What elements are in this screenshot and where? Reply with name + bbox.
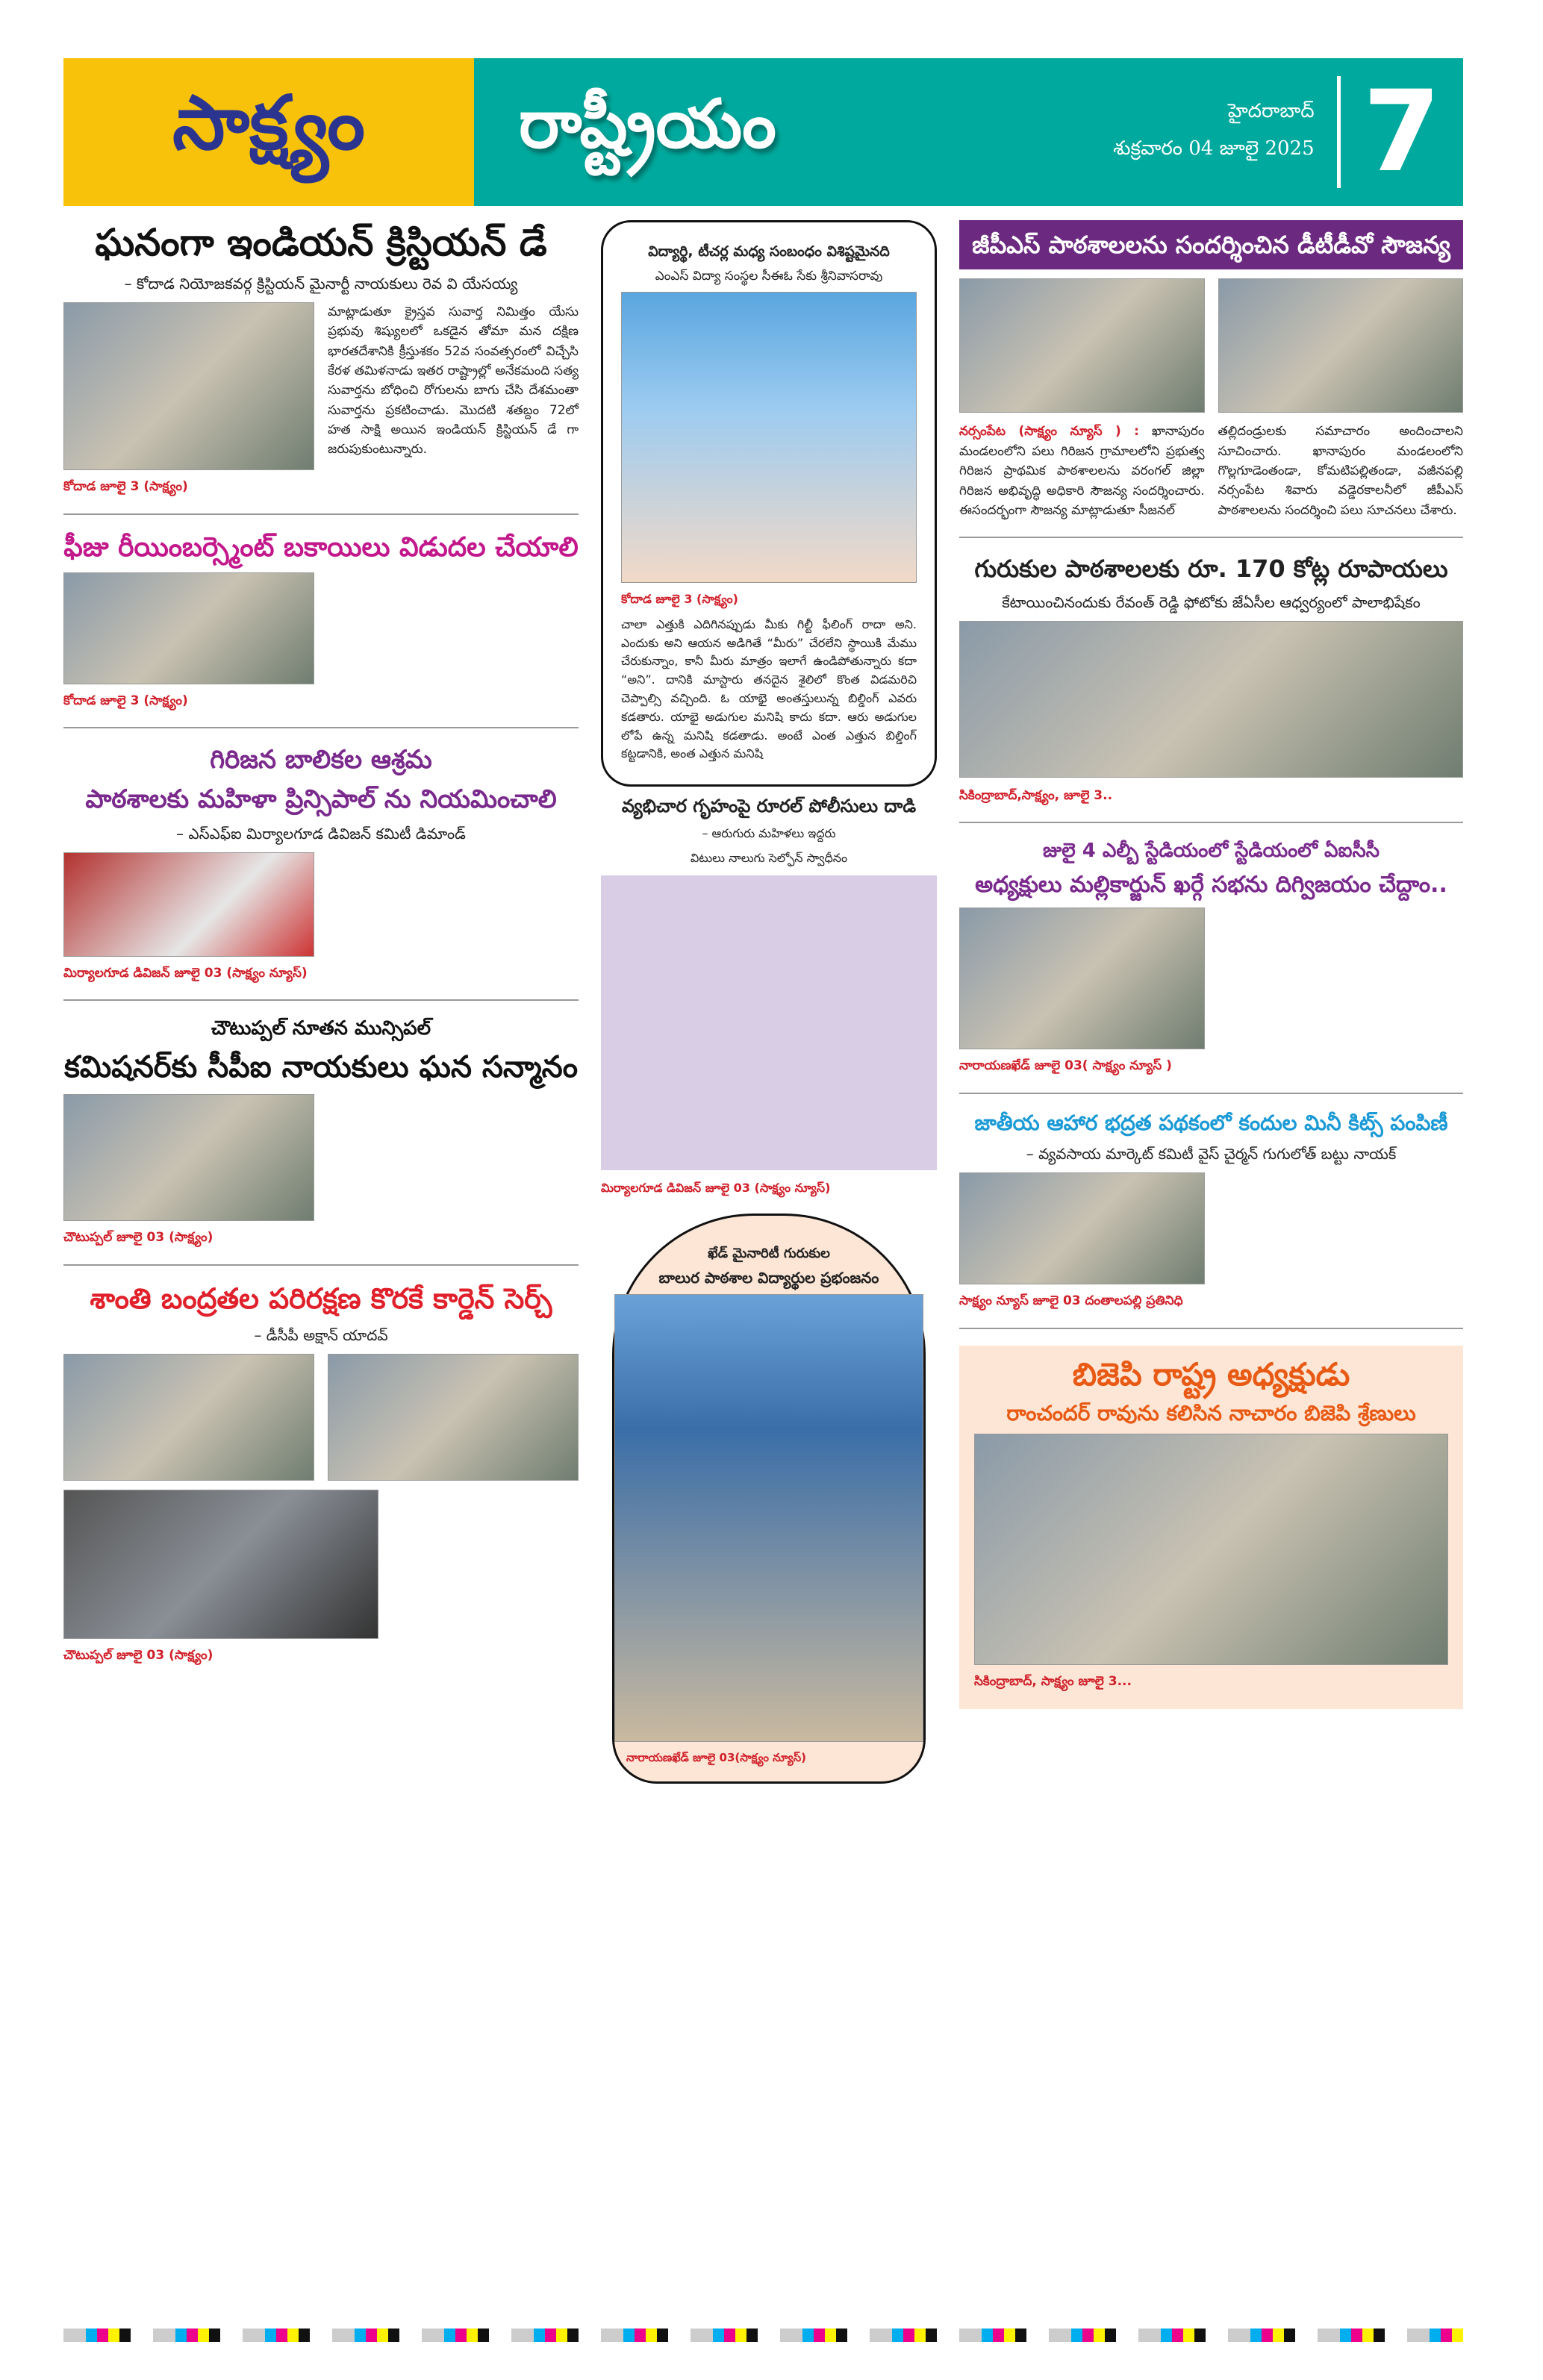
- registration-bar: [63, 2329, 1463, 2342]
- edition-info: [1113, 100, 1314, 164]
- khed-feature-box: [612, 1214, 926, 1784]
- center-column: [601, 220, 937, 1784]
- headline-gurukula: గురుకుల పాఠశాలలకు రూ. 170 కోట్ల రూపాయలు: [974, 555, 1448, 584]
- subhead: కేటాయించినందుకు రేవంత్ రెడ్డి ఫోటోకు జేఏసీల ఆధ్వర్యంలో పాలాభిషేకం: [1002, 593, 1421, 611]
- felicitation-photo: [63, 1094, 314, 1221]
- dateline: కోదాడ జూలై 3 (సాక్ష్యం): [63, 693, 188, 708]
- dateline: చౌటుప్పల్ జూలై 03 (సాక్ష్యం): [63, 1647, 213, 1663]
- kicker: ఖేడ్ మైనారిటీ గురుకుల: [708, 1245, 830, 1261]
- newspaper-logo: సాక్ష్యం: [63, 58, 474, 206]
- headline-girijana-2: పాఠశాలకు మహిళా ప్రిన్సిపాల్ ను నియమించాలి: [85, 784, 557, 814]
- distribution-photo: [959, 1172, 1205, 1284]
- article-body: తల్లిదండ్రులకు సమాచారం అందించాలని సూచించారు. ఖానాపురం మండలంలోని గొల్లగూడెంతండా, కోమటిపల్లితండా, వజీనపల్లి నర్సంపేట శివారు వడ్డెరకాలనీలో జీపీఎస్ పాఠశాలలను సందర్శించి పలు సూచనలు చేశారు.: [1218, 424, 1463, 518]
- divider: [959, 1093, 1463, 1094]
- dateline: మిర్యాలగూడ డివిజన్ జూలై 03 (సాక్ష్యం న్యూస్): [63, 965, 308, 981]
- seized-goods-photo: [63, 1354, 314, 1481]
- subhead: – ఆరుగురు మహిళలు ఇద్దరు: [702, 826, 836, 841]
- headline-choutuppal: కమిషనర్‌కు సీపీఐ నాయకులు ఘన సన్మానం: [63, 1050, 579, 1085]
- headline-cordon-search: శాంతి బంద్రతల పరిరక్షణ కొరకే కార్డెన్ సెర్చ్: [90, 1281, 552, 1315]
- article-body: మాట్లాడుతూ క్రైస్తవ సువార్త నిమిత్తం యేసు ప్రభువు శిష్యులలో ఒకడైన తోమా మన దక్షిణ భారతదేశానికి క్రీస్తుశకం 52వ సంవత్సరంలో విచ్చేసి కేరళ తమిళనాడు ఇతర రాష్ట్రాల్లో అనేకమంది సత్య సువార్తను బోధించి రోగులను బాగు చేసి దేశమంతా సువార్తను ప్రకటించాడు. మొదటి శతబ్దం 72లో హత సాక్షి అయిన ఇండియన్ క్రిస్టియన్ డే గా జరుపుకుంటున్నారు.: [328, 304, 579, 457]
- article-body: ఖానాపురం మండలంలోని పలు గిరిజన గ్రామాలలోని ప్రభుత్వ గిరిజన ప్రాథమిక పాఠశాలలను వరంగల్ జిల్లా గిరిజన అభివృద్ధి అధికారి సౌజన్య సందర్శించారు. ఈసందర్భంగా సౌజన్య మాట్లాడుతూ సీజనల్: [959, 424, 1205, 518]
- dateline: చౌటుప్పల్ జూలై 03 (సాక్ష్యం): [63, 1230, 213, 1246]
- headline-girijana-1: గిరిజన బాలికల ఆశ్రమ: [210, 745, 432, 775]
- divider: [959, 537, 1463, 538]
- dateline: నారాయణఖేడ్ జూలై 03(సాక్ష్యం న్యూస్): [626, 1751, 806, 1765]
- dateline: మిర్యాలగూడ డివిజన్ జూలై 03 (సాక్ష్యం న్యూస్): [601, 1180, 831, 1195]
- subhead: ఎంఎస్ విద్యా సంస్థల సీఈఓ సేకు శ్రీనివాసరావు: [655, 268, 883, 284]
- subhead: విటులు నాలుగు సెల్ఫోన్ స్వాధీనం: [690, 850, 848, 865]
- headline-bjp: బిజెపి రాష్ట్ర అధ్యక్షుడు: [1072, 1355, 1350, 1393]
- protest-photo: [63, 572, 314, 684]
- right-column: [959, 220, 1463, 1709]
- subhead-bjp: రాంచందర్ రావును కలిసిన నాచారం బిజెపి శ్రేణులు: [1006, 1401, 1416, 1426]
- section-title: రాష్ట్రీయం: [519, 84, 776, 163]
- headline-aicc-2: అధ్యక్షులు మల్లికార్జున్ ఖర్గే సభను దిగ్విజయం చేద్దాం..: [975, 872, 1447, 899]
- sfi-photo: [63, 852, 314, 957]
- article-body: చాలా ఎత్తుకి ఎదిగినప్పుడు మీకు గిల్టీ ఫీలింగ్ రాదా అని. ఎందుకు అని ఆయన అడిగితే “మీరు” చేరలేని స్థాయికి మేము చేరుకున్నాం, కానీ మీరు మాత్రం ఇలాగే ఉండిపోతున్నారు కదా “అని”. దానికి మాస్టారు తనదైన శైలిలో కొంత విడమరిచి చెప్పాల్సి వచ్చింది. ఓ యాభై అంతస్తులున్న బిల్డింగ్ ఎవరు కడతారు. యాభై అడుగుల మనిషి కాదు కదా. ఆరు అడుగుల లోపే ఉన్న మనిషి కడతాడు. అంటే ఎంత ఎత్తున బిల్డింగ్ కట్టడానికి, అంత ఎత్తున మనిషి: [621, 616, 917, 761]
- divider: [959, 1328, 1463, 1329]
- divider: [63, 727, 579, 728]
- bjp-meeting-photo: [974, 1434, 1448, 1665]
- dateline: సికింద్రాబాద్, సాక్ష్యం జూలై 3...: [974, 1673, 1132, 1689]
- masthead-band: [474, 58, 1463, 206]
- page-number: 7: [1362, 67, 1441, 197]
- divider: [1337, 76, 1341, 188]
- event-photo: [63, 302, 314, 470]
- dateline: నారాయణఖేడ్ జూలై 03( సాక్ష్యం న్యూస్ ): [959, 1058, 1172, 1074]
- dateline: సికింద్రాబాద్,సాక్ష్యం, జూలై 3..: [959, 787, 1113, 803]
- headline-christian-day: ఘనంగా ఇండియన్ క్రిస్టియన్ డే: [95, 221, 547, 264]
- divider: [63, 1264, 579, 1266]
- subhead: – వ్యవసాయ మార్కెట్ కమిటీ వైస్ చైర్మన్ గుగులోత్ బట్టు నాయక్: [1026, 1145, 1397, 1164]
- headline-teacher: విద్యార్థి, టీచర్ల మధ్య సంబంధం విశిష్టమైనది: [648, 243, 890, 260]
- subhead: – కోదాడ నియోజకవర్గ క్రిస్టియన్ మైనార్టీ నాయకులు రెవ వి యేసయ్య: [124, 275, 518, 293]
- dateline: సాక్ష్యం న్యూస్ జూలై 03 దంతాలపల్లి ప్రతినిధి: [959, 1293, 1183, 1309]
- headline-gps: జీపీఎస్ పాఠశాలలను సందర్శించిన డీటీడీవో సౌజన్య: [959, 220, 1463, 269]
- police-photo: [328, 1354, 579, 1481]
- dateline: కోదాడ జూలై 3 (సాక్ష్యం): [621, 591, 738, 606]
- portrait-photo: [621, 292, 917, 583]
- headline-fee: ఫీజు రీయింబర్స్మెంట్ బకాయిలు విడుదల చేయాలి: [63, 531, 579, 563]
- subhead: – డీసీపీ అక్షాన్ యాదవ్: [254, 1325, 388, 1344]
- headline-food-security: జాతీయ ఆహార భద్రత పథకంలో కందుల మినీ కిట్స్ పంపిణీ: [974, 1110, 1448, 1135]
- headline-khed: బాలుర పాఠశాల విద్యార్థుల ప్రభంజనం: [658, 1269, 879, 1287]
- subhead: – ఎస్ఎఫ్ఐ మిర్యాలగూడ డివిజన్ కమిటీ డిమాండ్: [176, 824, 466, 843]
- page-columns: [63, 220, 1463, 1828]
- kicker: చౌటుప్పల్ నూతన మున్సిపల్: [211, 1017, 431, 1040]
- teacher-feature-box: [601, 220, 937, 787]
- group-photo: [959, 621, 1463, 778]
- dateline: నర్సంపేట (సాక్ష్యం న్యూస్ ) :: [959, 424, 1139, 440]
- edition-date: శుక్రవారం 04 జూలై 2025: [1113, 137, 1315, 160]
- dateline: కోదాడ జూలై 3 (సాక్ష్యం): [63, 479, 188, 494]
- students-meal-photo: [1218, 278, 1464, 413]
- seized-bikes-photo: [63, 1490, 378, 1639]
- headline-raid: వ్యభిచార గృహంపై రూరల్ పోలీసులు దాడి: [621, 796, 917, 817]
- illustration: [601, 875, 937, 1170]
- school-photo: [614, 1294, 923, 1742]
- bjp-box: [959, 1346, 1463, 1709]
- masthead: [63, 58, 1463, 206]
- edition-city: హైదరాబాద్: [1227, 100, 1315, 122]
- divider: [959, 822, 1463, 823]
- divider: [63, 999, 579, 1001]
- school-visit-photo: [959, 278, 1205, 413]
- headline-aicc-1: జులై 4 ఎల్బీ స్టేడియంలో స్టేడియంలో ఏఐసీసీ: [1043, 840, 1380, 863]
- left-column: [63, 220, 579, 1665]
- divider: [63, 513, 579, 515]
- press-meet-photo: [959, 908, 1205, 1049]
